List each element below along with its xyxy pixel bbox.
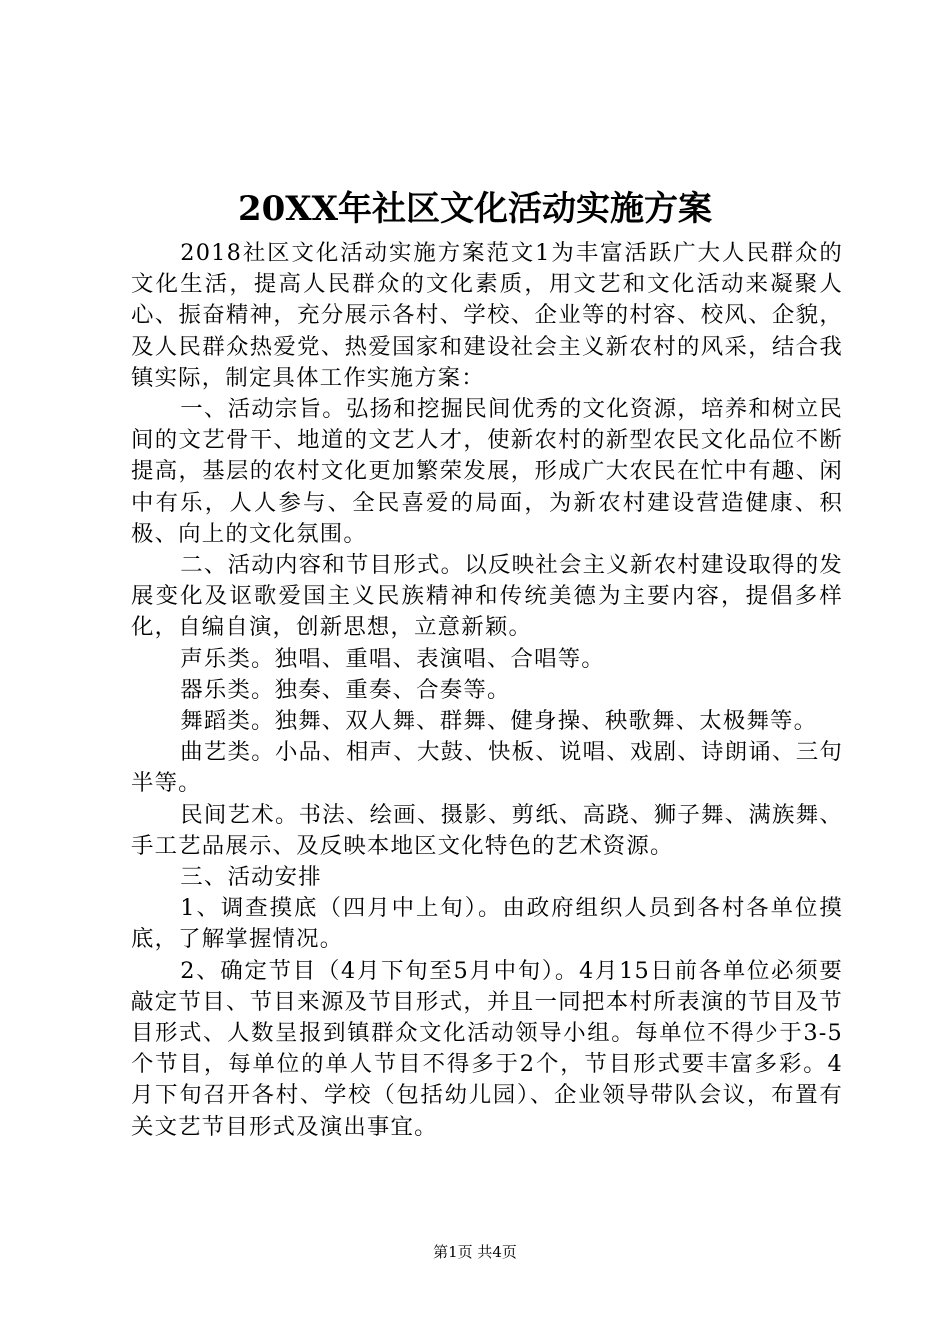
paragraph-intro: 2018社区文化活动实施方案范文1为丰富活跃广大人民群众的文化生活，提高人民群众的文化素质，用文艺和文化活动来凝聚人心、振奋精神，充分展示各村、学校、企业等的村容、校风、企貌，及人民群众热爱党、热爱国家和建设社会主义新农村的风采，结合我镇实际，制定具体工作实施方案： [131,240,843,391]
paragraph-dance: 舞蹈类。独舞、双人舞、群舞、健身操、秧歌舞、太极舞等。 [180,708,818,735]
paragraph-purpose: 一、活动宗旨。弘扬和挖掘民间优秀的文化资源，培养和树立民间的文艺骨干、地道的文艺人才，使新农村的新型农民文化品位不断提高，基层的农村文化更加繁荣发展，形成广大农民在忙中有趣、闲中有乐，人人参与、全民喜爱的局面，为新农村建设营造健康、积极、向上的文化氛围。 [131,396,843,547]
document-title: 20XX年社区文化活动实施方案 [237,189,713,229]
paragraph-content: 二、活动内容和节目形式。以反映社会主义新农村建设取得的发展变化及讴歌爱国主义民族精神和传统美德为主要内容，提倡多样化，自编自演，创新思想，立意新颖。 [131,552,843,641]
paragraph-quyi: 曲艺类。小品、相声、大鼓、快板、说唱、戏剧、诗朗诵、三句半等。 [131,739,843,797]
page-number: 第1页 共4页 [433,1243,517,1261]
document-body [131,238,843,1143]
paragraph-schedule-heading: 三、活动安排 [180,864,322,891]
paragraph-vocal: 声乐类。独唱、重唱、表演唱、合唱等。 [180,645,605,672]
paragraph-instrumental: 器乐类。独奏、重奏、合奏等。 [180,676,511,703]
paragraph-folk-art: 民间艺术。书法、绘画、摄影、剪纸、高跷、狮子舞、满族舞、手工艺品展示、及反映本地区文化特色的艺术资源。 [131,801,843,859]
paragraph-program: 2、确定节目（4月下旬至5月中旬）。4月15日前各单位必须要敲定节目、节目来源及节目形式，并且一同把本村所表演的节目及节目形式、人数呈报到镇群众文化活动领导小组。每单位不得少于3-5个节目，每单位的单人节目不得多于2个，节目形式要丰富多彩。4月下旬召开各村、学校（包括幼儿园）、企业领导带队会议，布置有关文艺节目形式及演出事宜。 [131,957,843,1140]
paragraph-survey: 1、调查摸底（四月中上旬）。由政府组织人员到各村各单位摸底，了解掌握情况。 [131,895,843,953]
